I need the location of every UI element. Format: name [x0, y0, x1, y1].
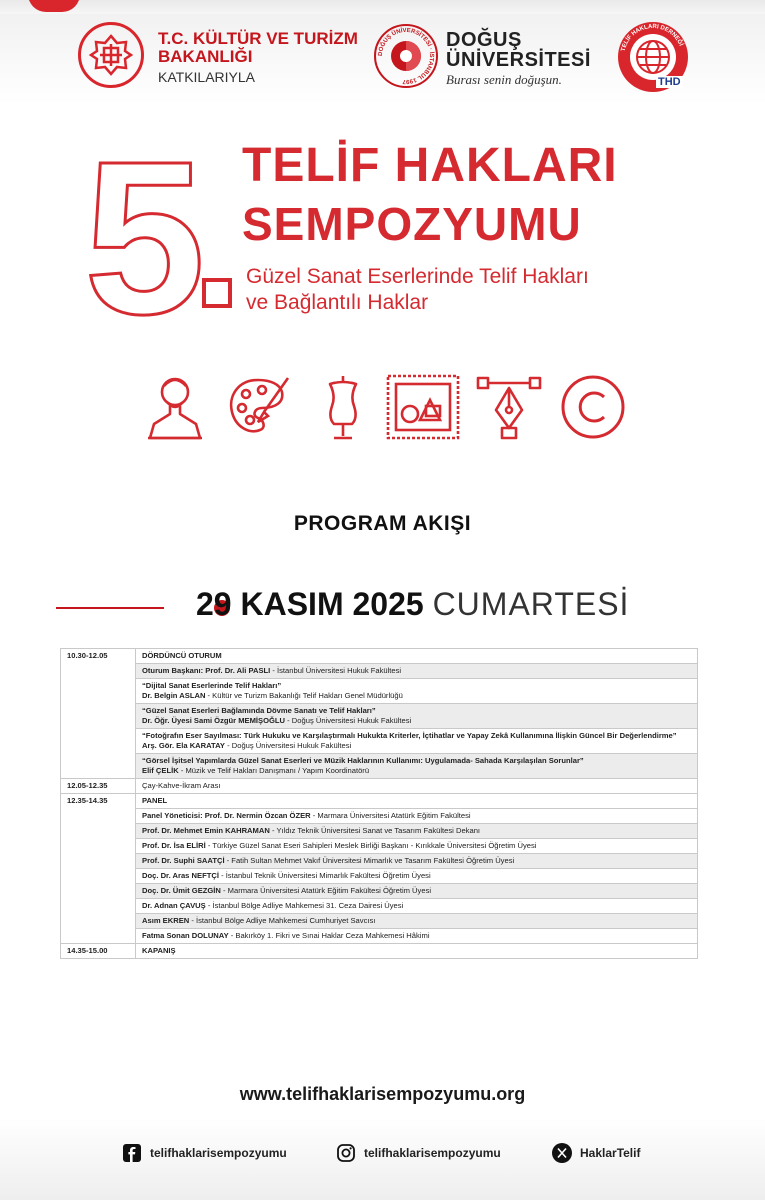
university-line2: ÜNİVERSİTESİ	[446, 49, 591, 71]
ministry-name	[158, 30, 358, 86]
ministry-line2: BAKANLIĞI	[158, 47, 253, 66]
schedule-row	[61, 914, 698, 929]
schedule-section-heading: PANEL	[142, 796, 168, 805]
schedule-row	[61, 664, 698, 679]
schedule-content	[136, 869, 698, 884]
status-bar	[0, 0, 765, 14]
speaker-name: Dr. Adnan ÇAVUŞ	[142, 901, 206, 910]
schedule-time	[61, 754, 136, 779]
schedule-row	[61, 884, 698, 899]
schedule-time	[61, 854, 136, 869]
schedule-content	[136, 704, 698, 729]
speaker-affiliation: - Müzik ve Telif Hakları Danışmanı / Yapım Koordinatörü	[178, 766, 370, 775]
facebook-icon	[122, 1143, 142, 1163]
schedule-content	[136, 729, 698, 754]
talk-title: “Dijital Sanat Eserlerinde Telif Hakları”	[142, 681, 282, 690]
x-link[interactable]	[552, 1143, 640, 1163]
schedule-row	[61, 809, 698, 824]
schedule-time	[61, 824, 136, 839]
framed-painting-icon	[386, 372, 460, 442]
speaker-affiliation: - Türkiye Güzel Sanat Eseri Sahipleri Meslek Birliği Başkanı - Kırıkkale Üniversitesi Öğretim Üyesi	[205, 841, 537, 850]
website-url[interactable]: www.telifhaklarisempozyumu.org	[239, 1084, 526, 1104]
dogus-ring-text: DOĞUŞ ÜNİVERSİTESİ · İSTANBUL 1997	[377, 27, 435, 85]
schedule-time	[61, 929, 136, 944]
speaker-name: Dr. Öğr. Üyesi Sami Özgür MEMİŞOĞLU	[142, 716, 286, 725]
schedule-content	[136, 854, 698, 869]
speaker-affiliation: - Bakırköy 1. Fikri ve Sınai Haklar Ceza Mahkemesi Hâkimi	[228, 931, 430, 940]
speaker-name: Oturum Başkanı: Prof. Dr. Ali PASLI	[142, 666, 271, 675]
schedule-content	[136, 944, 698, 959]
ministry-logo-icon	[78, 22, 144, 88]
event-title-line2: SEMPOZYUMU	[242, 198, 582, 250]
pen-tool-icon	[474, 372, 544, 442]
schedule-row	[61, 729, 698, 754]
ministry-line3: KATKILARIYLA	[158, 69, 256, 85]
schedule-row	[61, 824, 698, 839]
schedule-time	[61, 899, 136, 914]
schedule-content	[136, 664, 698, 679]
speaker-affiliation: - İstanbul Teknik Üniversitesi Mimarlık Fakültesi Öğretim Üyesi	[218, 871, 431, 880]
schedule-row	[61, 779, 698, 794]
facebook-link[interactable]	[122, 1143, 287, 1163]
schedule-time: 12.05-12.35	[61, 779, 136, 794]
schedule-section-heading: KAPANIŞ	[142, 946, 176, 955]
schedule-row	[61, 754, 698, 779]
schedule-time: 12.35-14.35	[61, 794, 136, 809]
program-schedule-table	[60, 648, 698, 959]
schedule-row	[61, 869, 698, 884]
edition-dot	[204, 280, 230, 306]
schedule-time	[61, 839, 136, 854]
schedule-section-heading: DÖRDÜNCÜ OTURUM	[142, 651, 222, 660]
schedule-content	[136, 809, 698, 824]
event-subtitle-line2: ve Bağlantılı Haklar	[246, 291, 429, 314]
art-icons-row	[140, 372, 630, 442]
date-divider-line	[56, 607, 164, 609]
talk-title: “Fotoğrafın Eser Sayılması: Türk Hukuku ve Karşılaştırmalı Hukukta Kriterler, İçtihatlar ve Yapay Zekâ Kullanımına İlişkin Güncel Bir Değerlendirme”	[142, 731, 677, 740]
schedule-time	[61, 869, 136, 884]
university-line1: DOĞUŞ	[446, 29, 522, 51]
speaker-name: Dr. Belgin ASLAN	[142, 691, 206, 700]
copyright-icon	[558, 372, 628, 442]
schedule-content	[136, 794, 698, 809]
speaker-name: Prof. Dr. Mehmet Emin KAHRAMAN	[142, 826, 270, 835]
speaker-name: Elif ÇELİK	[142, 766, 179, 775]
event-title-line1: TELİF HAKLARI	[242, 139, 618, 192]
thd-label: THD	[658, 76, 681, 88]
speaker-affiliation: - Doğuş Üniversitesi Hukuk Fakültesi	[225, 741, 352, 750]
instagram-link[interactable]	[336, 1143, 501, 1163]
edition-number-graphic	[84, 148, 254, 320]
speaker-name: Fatma Sonan DOLUNAY	[142, 931, 229, 940]
speaker-name: Arş. Gör. Ela KARATAY	[142, 741, 225, 750]
facebook-handle: telifhaklarisempozyumu	[150, 1146, 287, 1160]
speaker-affiliation: - İstanbul Bölge Adliye Mahkemesi Cumhuriyet Savcısı	[189, 916, 376, 925]
schedule-row	[61, 649, 698, 664]
x-icon	[552, 1143, 572, 1163]
ministry-line1: T.C. KÜLTÜR VE TURİZM	[158, 29, 358, 48]
schedule-time: 14.35-15.00	[61, 944, 136, 959]
schedule-content	[136, 679, 698, 704]
speaker-affiliation: - Doğuş Üniversitesi Hukuk Fakültesi	[285, 716, 412, 725]
speaker-name: Panel Yöneticisi: Prof. Dr. Nermin Özcan ÖZER	[142, 811, 311, 820]
event-date-value: 29 KASIM 2025	[196, 586, 424, 622]
record-indicator-icon	[28, 0, 80, 12]
schedule-row	[61, 679, 698, 704]
schedule-time	[61, 679, 136, 704]
speaker-name: Asım EKREN	[142, 916, 190, 925]
university-name	[446, 30, 591, 90]
program-title: PROGRAM AKIŞI	[293, 512, 472, 535]
thd-logo-icon	[618, 22, 688, 92]
schedule-row	[61, 899, 698, 914]
schedule-content	[136, 824, 698, 839]
schedule-break-text: Çay-Kahve-İkram Arası	[142, 781, 221, 790]
instagram-handle: telifhaklarisempozyumu	[364, 1146, 501, 1160]
schedule-content	[136, 899, 698, 914]
dress-form-icon	[308, 372, 378, 442]
speaker-affiliation: - Marmara Üniversitesi Atatürk Eğitim Fakültesi	[310, 811, 471, 820]
edition-number: 5	[84, 148, 206, 320]
university-slogan: Burası senin doğuşun.	[446, 72, 562, 87]
event-subtitle	[246, 264, 589, 316]
talk-title: “Görsel İşitsel Yapımlarda Güzel Sanat Eserleri ve Müzik Haklarının Kullanımı: Uygulamada- Sahada Karşılaşılan Sorunlar”	[142, 756, 584, 765]
speaker-name: Prof. Dr. İsa ELİRİ	[142, 841, 206, 850]
schedule-row	[61, 944, 698, 959]
schedule-content	[136, 839, 698, 854]
sculpture-bust-icon	[140, 372, 210, 442]
speaker-affiliation: - Marmara Üniversitesi Atatürk Eğitim Fakültesi Öğretim Üyesi	[220, 886, 432, 895]
schedule-content	[136, 779, 698, 794]
dogus-university-logo-icon	[374, 24, 438, 88]
speaker-affiliation: - İstanbul Bölge Adliye Mahkemesi 31. Ceza Dairesi Üyesi	[205, 901, 404, 910]
thd-ring-text: TELİF HAKLARI DERNEĞİ	[620, 23, 684, 53]
schedule-time	[61, 914, 136, 929]
schedule-row	[61, 839, 698, 854]
speaker-name: Doç. Dr. Ümit GEZGİN	[142, 886, 221, 895]
schedule-time	[61, 884, 136, 899]
schedule-content	[136, 884, 698, 899]
schedule-row	[61, 794, 698, 809]
event-subtitle-line1: Güzel Sanat Eserlerinde Telif Hakları	[246, 265, 589, 288]
event-date	[196, 586, 629, 623]
schedule-time	[61, 704, 136, 729]
talk-title: “Güzel Sanat Eserleri Bağlamında Dövme Sanatı ve Telif Hakları”	[142, 706, 376, 715]
speaker-name: Doç. Dr. Aras NEFTÇİ	[142, 871, 219, 880]
schedule-time	[61, 729, 136, 754]
event-day: CUMARTESİ	[432, 586, 630, 622]
palette-icon	[224, 372, 294, 442]
schedule-row	[61, 704, 698, 729]
instagram-icon	[336, 1143, 356, 1163]
schedule-time	[61, 664, 136, 679]
schedule-content	[136, 929, 698, 944]
globe-icon	[630, 34, 676, 80]
schedule-content	[136, 754, 698, 779]
speaker-affiliation: - Yıldız Teknik Üniversitesi Sanat ve Tasarım Fakültesi Dekanı	[269, 826, 481, 835]
schedule-content	[136, 649, 698, 664]
x-handle: HaklarTelif	[580, 1146, 641, 1160]
speaker-affiliation: - Kültür ve Turizm Bakanlığı Telif Hakları Genel Müdürlüğü	[205, 691, 403, 700]
speaker-name: Prof. Dr. Suphi SAATÇİ	[142, 856, 225, 865]
speaker-affiliation: - İstanbul Üniversitesi Hukuk Fakültesi	[270, 666, 402, 675]
schedule-row	[61, 929, 698, 944]
schedule-row	[61, 854, 698, 869]
schedule-time	[61, 809, 136, 824]
speaker-affiliation: - Fatih Sultan Mehmet Vakıf Üniversitesi Mimarlık ve Tasarım Fakültesi Öğretim Üyesi	[224, 856, 515, 865]
schedule-time: 10.30-12.05	[61, 649, 136, 664]
schedule-content	[136, 914, 698, 929]
